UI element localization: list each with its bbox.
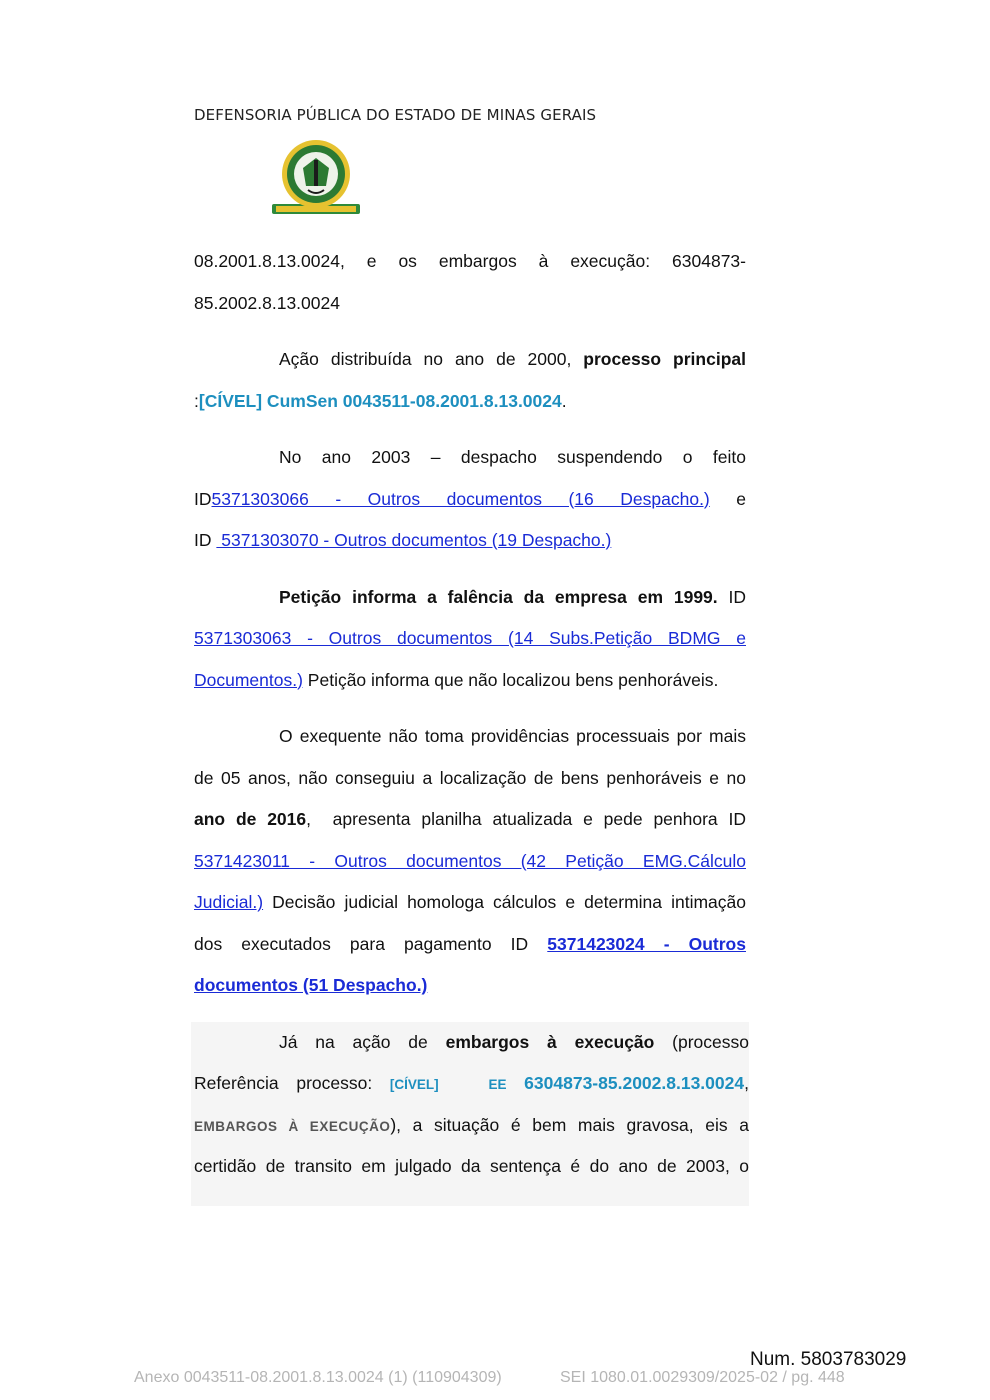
document-number: Num. 5803783029 bbox=[750, 1349, 907, 1370]
process-citation: [CÍVEL] CumSen 0043511-08.2001.8.13.0024 bbox=[198, 390, 562, 411]
paragraph-3-line-3: ID 5371303070 - Outros documentos (19 Despacho.) bbox=[194, 530, 612, 550]
paragraph-6-line-1: Já na ação de embargos à execução (processo bbox=[279, 1031, 749, 1052]
paragraph-4-line-1: Petição informa a falência da empresa em 1999. ID bbox=[279, 586, 746, 607]
page-header-title: DEFENSORIA PÚBLICA DO ESTADO DE MINAS GERAIS bbox=[194, 106, 597, 124]
sei-reference: SEI 1080.01.0029309/2025-02 / pg. 448 bbox=[560, 1369, 845, 1386]
document-link-5371303063[interactable]: 5371303063 - Outros documentos (14 Subs.Petição BDMG e bbox=[194, 628, 746, 648]
paragraph-2-line-1: Ação distribuída no ano de 2000, processo principal bbox=[279, 349, 746, 369]
paragraph-3-line-1: No ano 2003 – despacho suspendendo o feito bbox=[279, 447, 746, 467]
paragraph-6-line-4: certidão de transito em julgado da sentença é do ano de 2003, o bbox=[194, 1156, 749, 1176]
document-link-5371303070[interactable]: 5371303070 - Outros documentos (19 Despacho.) bbox=[216, 530, 612, 550]
paragraph-2-line-2: :[CÍVEL] CumSen 0043511-08.2001.8.13.0024. bbox=[194, 390, 567, 411]
defensoria-seal-logo bbox=[270, 138, 362, 222]
document-link-5371303063-cont[interactable]: Documentos.) bbox=[194, 669, 303, 690]
paragraph-3-line-2: ID5371303066 - Outros documentos (16 Despacho.) e bbox=[194, 488, 746, 509]
document-body bbox=[194, 241, 749, 1206]
embargos-citation: 6304873-85.2002.8.13.0024 bbox=[524, 1073, 745, 1093]
paragraph-5-line-4 bbox=[194, 841, 746, 883]
paragraph-6-line-3: EMBARGOS À EXECUÇÃO), a situação é bem mais gravosa, eis a bbox=[194, 1114, 749, 1135]
document-link-5371423011-cont[interactable]: Judicial.) bbox=[194, 892, 264, 912]
paragraph-1-line-1: 08.2001.8.13.0024, e os embargos à execução: 6304873- bbox=[194, 251, 746, 271]
document-link-5371423024[interactable]: 5371423024 - Outros bbox=[547, 933, 746, 954]
shaded-quote-block bbox=[191, 1022, 749, 1206]
paragraph-5-line-2: de 05 anos, não conseguiu a localização de bens penhoráveis e no bbox=[194, 767, 746, 788]
annex-reference: Anexo 0043511-08.2001.8.13.0024 (1) (110904309) bbox=[134, 1369, 502, 1386]
paragraph-6-line-2: Referência processo: [CÍVEL] EE 6304873-85.2002.8.13.0024, bbox=[194, 1073, 749, 1093]
paragraph-4-line-2 bbox=[194, 618, 746, 660]
document-link-5371303066[interactable]: 5371303066 - Outros documentos (16 Despacho.) bbox=[211, 488, 710, 509]
paragraph-5-line-1: O exequente não toma providências processuais por mais bbox=[279, 726, 746, 746]
paragraph-5-line-7 bbox=[194, 965, 746, 1007]
paragraph-5-line-3: ano de 2016, apresenta planilha atualizada e pede penhora ID bbox=[194, 809, 746, 829]
document-link-5371423011[interactable]: 5371423011 - Outros documentos (42 Petição EMG.Cálculo bbox=[194, 850, 746, 871]
paragraph-5-line-6: dos executados para pagamento ID 5371423024 - Outros bbox=[194, 933, 746, 954]
paragraph-4-line-3: Documentos.) Petição informa que não localizou bens penhoráveis. bbox=[194, 669, 719, 690]
paragraph-1-line-2: 85.2002.8.13.0024 bbox=[194, 292, 340, 313]
document-link-5371423024-cont[interactable]: documentos (51 Despacho.) bbox=[194, 975, 428, 995]
paragraph-5-line-5: Judicial.) Decisão judicial homologa cálculos e determina intimação bbox=[194, 892, 746, 912]
